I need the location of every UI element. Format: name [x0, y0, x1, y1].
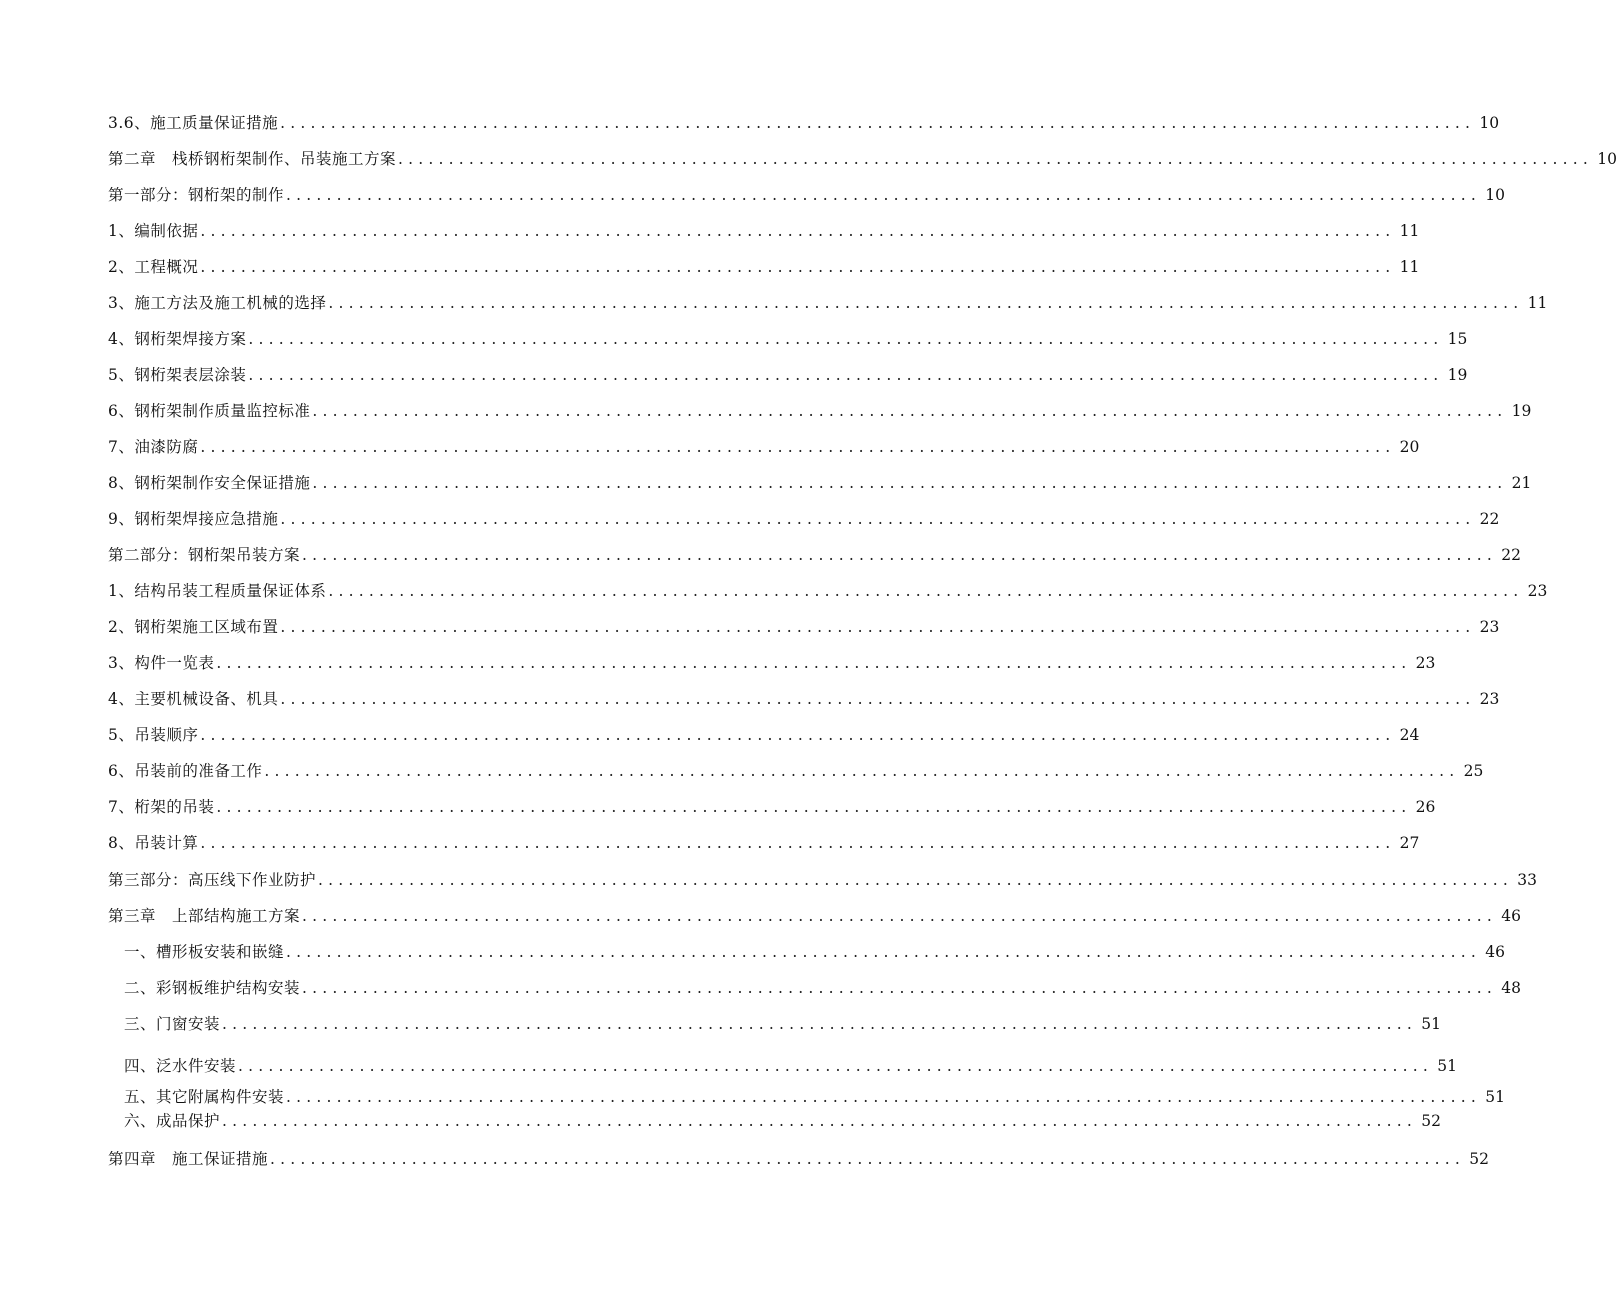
toc-entry[interactable] — [124, 976, 1522, 1000]
toc-entry[interactable] — [108, 615, 1500, 639]
toc-entry-page: 23 — [1415, 654, 1436, 672]
toc-dot-leader: ...................................................................................................................... — [238, 1057, 1434, 1075]
toc-entry[interactable] — [108, 904, 1522, 928]
toc-entry[interactable] — [108, 579, 1548, 603]
toc-entry-title: 1、编制依据 — [108, 222, 199, 240]
toc-dot-leader: ...................................................................................................................... — [286, 186, 1482, 204]
toc-entry[interactable] — [108, 399, 1532, 423]
toc-entry-title: 三、门窗安装 — [124, 1015, 221, 1033]
toc-entry-page: 51 — [1437, 1057, 1458, 1075]
toc-entry-title: 3、施工方法及施工机械的选择 — [108, 294, 327, 312]
toc-dot-leader: ...................................................................................................................... — [200, 438, 1396, 456]
toc-dot-leader: ...................................................................................................................... — [312, 474, 1508, 492]
toc-dot-leader: ...................................................................................................................... — [200, 726, 1396, 744]
toc-dot-leader: ...................................................................................................................... — [248, 366, 1444, 384]
toc-entry-page: 51 — [1485, 1088, 1506, 1106]
toc-entry-page: 27 — [1399, 834, 1420, 852]
toc-dot-leader: ...................................................................................................................... — [280, 618, 1476, 636]
toc-entry-title: 四、泛水件安装 — [124, 1057, 237, 1075]
toc-entry-page: 23 — [1479, 618, 1500, 636]
toc-entry[interactable] — [108, 363, 1468, 387]
toc-entry-title: 第四章 施工保证措施 — [108, 1150, 269, 1168]
toc-entry-page: 15 — [1447, 330, 1468, 348]
toc-entry[interactable] — [124, 1012, 1442, 1036]
toc-entry[interactable] — [108, 147, 1617, 171]
toc-entry-title: 第一部分：钢桁架的制作 — [108, 186, 285, 204]
toc-dot-leader: ...................................................................................................................... — [222, 1015, 1418, 1033]
toc-entry[interactable] — [124, 1109, 1442, 1133]
toc-dot-leader: ...................................................................................................................... — [280, 690, 1476, 708]
toc-entry-page: 19 — [1447, 366, 1468, 384]
toc-entry[interactable] — [108, 507, 1500, 531]
toc-entry-page: 10 — [1597, 150, 1617, 168]
toc-entry-title: 一、槽形板安装和嵌缝 — [124, 943, 285, 961]
toc-entry[interactable] — [108, 543, 1522, 567]
toc-entry-page: 11 — [1527, 294, 1548, 312]
toc-dot-leader: ...................................................................................................................... — [200, 258, 1396, 276]
toc-entry[interactable] — [108, 291, 1548, 315]
toc-entry-title: 2、工程概况 — [108, 258, 199, 276]
toc-dot-leader: ...................................................................................................................... — [302, 979, 1498, 997]
toc-dot-leader: ...................................................................................................................... — [318, 871, 1514, 889]
toc-entry-page: 20 — [1399, 438, 1420, 456]
toc-dot-leader: ...................................................................................................................... — [312, 402, 1508, 420]
toc-entry-title: 二、彩钢板维护结构安装 — [124, 979, 301, 997]
toc-entry[interactable] — [108, 651, 1436, 675]
toc-entry-page: 33 — [1517, 871, 1538, 889]
toc-entry-page: 51 — [1421, 1015, 1442, 1033]
toc-entry-page: 26 — [1415, 798, 1436, 816]
toc-entry-page: 10 — [1479, 114, 1500, 132]
toc-entry-page: 22 — [1501, 546, 1522, 564]
toc-dot-leader: ...................................................................................................................... — [328, 582, 1524, 600]
toc-dot-leader: ...................................................................................................................... — [328, 294, 1524, 312]
toc-entry-title: 4、主要机械设备、机具 — [108, 690, 279, 708]
toc-entry[interactable] — [108, 471, 1532, 495]
toc-entry[interactable] — [108, 687, 1500, 711]
toc-entry-title: 5、钢桁架表层涂装 — [108, 366, 247, 384]
toc-dot-leader: ...................................................................................................................... — [264, 762, 1460, 780]
toc-entry[interactable] — [108, 255, 1420, 279]
toc-entry[interactable] — [108, 219, 1420, 243]
toc-dot-leader: ...................................................................................................................... — [200, 834, 1396, 852]
toc-dot-leader: ...................................................................................................................... — [200, 222, 1396, 240]
toc-entry[interactable] — [108, 795, 1436, 819]
toc-entry-title: 3.6、施工质量保证措施 — [108, 114, 279, 132]
toc-entry[interactable] — [108, 183, 1506, 207]
toc-entry-page: 46 — [1501, 907, 1522, 925]
toc-entry-page: 52 — [1469, 1150, 1490, 1168]
toc-entry-page: 25 — [1463, 762, 1484, 780]
toc-entry-page: 24 — [1399, 726, 1420, 744]
toc-entry[interactable] — [108, 1147, 1490, 1171]
toc-entry-page: 23 — [1527, 582, 1548, 600]
toc-entry-title: 2、钢桁架施工区域布置 — [108, 618, 279, 636]
toc-entry-page: 48 — [1501, 979, 1522, 997]
toc-entry-page: 21 — [1511, 474, 1532, 492]
toc-entry-title: 第二部分：钢桁架吊装方案 — [108, 546, 301, 564]
toc-entry[interactable] — [108, 723, 1420, 747]
toc-entry-title: 9、钢桁架焊接应急措施 — [108, 510, 279, 528]
toc-dot-leader: ...................................................................................................................... — [216, 654, 1412, 672]
toc-entry-title: 5、吊装顺序 — [108, 726, 199, 744]
toc-entry-title: 8、吊装计算 — [108, 834, 199, 852]
toc-dot-leader: ...................................................................................................................... — [280, 114, 1476, 132]
toc-dot-leader: ...................................................................................................................... — [286, 943, 1482, 961]
toc-dot-leader: ...................................................................................................................... — [222, 1112, 1418, 1130]
toc-dot-leader: ...................................................................................................................... — [216, 798, 1412, 816]
toc-entry-page: 11 — [1399, 258, 1420, 276]
toc-entry-title: 五、其它附属构件安装 — [124, 1088, 285, 1106]
toc-dot-leader: ...................................................................................................................... — [398, 150, 1594, 168]
toc-dot-leader: ...................................................................................................................... — [302, 546, 1498, 564]
toc-dot-leader: ...................................................................................................................... — [302, 907, 1498, 925]
toc-entry-title: 六、成品保护 — [124, 1112, 221, 1130]
toc-entry[interactable] — [108, 435, 1420, 459]
toc-entry[interactable] — [108, 759, 1484, 783]
toc-entry-title: 第三部分：高压线下作业防护 — [108, 871, 317, 889]
toc-dot-leader: ...................................................................................................................... — [280, 510, 1476, 528]
toc-entry-page: 19 — [1511, 402, 1532, 420]
toc-entry[interactable] — [108, 111, 1500, 135]
toc-entry[interactable] — [124, 1054, 1458, 1078]
toc-entry[interactable] — [108, 831, 1420, 855]
toc-entry-page: 46 — [1485, 943, 1506, 961]
toc-dot-leader: ...................................................................................................................... — [286, 1088, 1482, 1106]
toc-entry-title: 7、桁架的吊装 — [108, 798, 215, 816]
toc-entry-title: 第三章 上部结构施工方案 — [108, 907, 301, 925]
toc-entry[interactable] — [108, 327, 1468, 351]
toc-entry-title: 6、吊装前的准备工作 — [108, 762, 263, 780]
toc-entry[interactable] — [108, 868, 1538, 892]
toc-entry-page: 23 — [1479, 690, 1500, 708]
toc-entry-title: 第二章 栈桥钢桁架制作、吊装施工方案 — [108, 150, 397, 168]
toc-entry-page: 11 — [1399, 222, 1420, 240]
toc-entry-title: 3、构件一览表 — [108, 654, 215, 672]
toc-entry-title: 8、钢桁架制作安全保证措施 — [108, 474, 311, 492]
toc-entry-title: 6、钢桁架制作质量监控标准 — [108, 402, 311, 420]
toc-entry-title: 7、油漆防腐 — [108, 438, 199, 456]
toc-entry-title: 4、钢桁架焊接方案 — [108, 330, 247, 348]
toc-entry-title: 1、结构吊装工程质量保证体系 — [108, 582, 327, 600]
toc-entry[interactable] — [124, 940, 1506, 964]
toc-entry-page: 22 — [1479, 510, 1500, 528]
toc-entry-page: 52 — [1421, 1112, 1442, 1130]
toc-entry-page: 10 — [1485, 186, 1506, 204]
toc-entry[interactable] — [124, 1085, 1506, 1109]
toc-dot-leader: ...................................................................................................................... — [248, 330, 1444, 348]
toc-dot-leader: ...................................................................................................................... — [270, 1150, 1466, 1168]
